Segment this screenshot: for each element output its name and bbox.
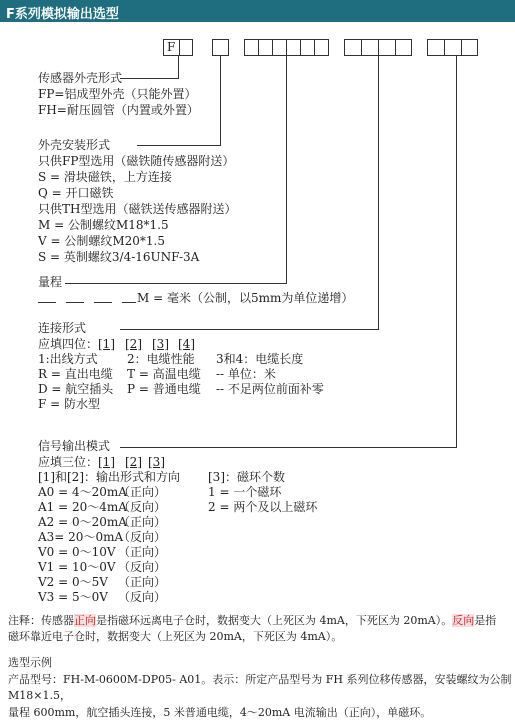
note-highlight-reverse: 反向 (452, 614, 475, 627)
code-box-cell (379, 40, 396, 55)
section-header (0, 0, 515, 22)
code-box-cell (301, 40, 315, 55)
code-box-cell (362, 40, 379, 55)
connection-slot: [3] (152, 337, 169, 351)
signal-title: 信号输出模式 (38, 439, 111, 453)
signal-slot: [2] (125, 455, 142, 469)
connection-cell: R = 直出电缆 (38, 367, 113, 381)
connector-mounting-v (220, 56, 221, 145)
range-digit-blank (66, 302, 84, 303)
note-label: 注释 (8, 614, 30, 627)
code-box-cell (273, 40, 287, 55)
example-title: 选型示例 (8, 656, 52, 669)
range-digit-blank (122, 302, 136, 303)
signal-mode-code: A2 = 0～20mA (38, 515, 127, 529)
connector-housing-h (120, 78, 179, 79)
mounting-title: 外壳安装形式 (38, 138, 111, 152)
connector-signal-h (120, 447, 457, 448)
signal-mode-dir: （反向） (118, 560, 167, 574)
code-box-cell (345, 40, 362, 55)
signal-mode-dir: （反向） (118, 500, 167, 514)
signal-mode-code: V0 = 0～10V (38, 545, 116, 559)
example-line: M18×1.5， (8, 689, 71, 702)
mounting-line: Q = 开口磁铁 (38, 186, 114, 200)
signal-right-line: 2 = 两个及以上磁环 (208, 500, 318, 514)
connector-signal-v (456, 56, 457, 447)
connection-slot: [4] (178, 337, 195, 351)
range-digit-blank (38, 302, 56, 303)
mounting-line: S = 滑块磁铁，上方连接 (38, 170, 172, 184)
signal-mode-code: A0 = 4～20mA (38, 485, 127, 499)
signal-mode-code: V2 = 0～5V (38, 575, 108, 589)
connection-slot: [1] (98, 337, 115, 351)
connector-housing-v (178, 56, 179, 78)
note-line-2: 磁环靠近电子仓时，数据变大（上死区为 20mA，下死区为 4mA）。 (8, 630, 343, 643)
mounting-line: M = 公制螺纹M18*1.5 (38, 218, 169, 232)
connection-cell: 1:出线方式 (38, 352, 98, 366)
code-box-letter: F (167, 40, 176, 54)
range-title: 量程 (38, 275, 63, 289)
note-text: ：传感器 (30, 614, 74, 627)
signal-right-line: 1 = 一个磁环 (208, 485, 282, 499)
code-box-cell (428, 40, 445, 55)
signal-mode-dir: （正向） (118, 575, 167, 589)
connection-cell: F = 防水型 (38, 397, 101, 411)
housing-line: FH=耐压圆管（内置或外置） (38, 103, 199, 117)
signal-left-head: [1]和[2]：输出形式和方向 (38, 470, 180, 484)
connection-fill-prefix: 应填四位： (38, 337, 99, 351)
note-text: 是指磁环远离电子仓时，数据变大（上死区为 4mA，下死区为 20mA）。 (96, 614, 453, 627)
example-line: 量程 600mm，航空插头连接，5 米普通电缆，4～20mA 电流输出（正向），单磁环。 (8, 706, 432, 719)
connection-cell: 2：电缆性能 (127, 352, 195, 366)
signal-mode-dir: （正向） (118, 485, 167, 499)
note-text: 是指 (474, 614, 497, 627)
connector-range-h (65, 283, 287, 284)
signal-slot: [1] (98, 455, 115, 469)
housing-line: FP=铝成型外壳（只能外置） (38, 87, 197, 101)
housing-title: 传感器外壳形式 (38, 71, 123, 85)
mounting-line: V = 公制螺纹M20*1.5 (38, 234, 165, 248)
code-box-cell (287, 40, 301, 55)
signal-mode-code: A1 = 20～4mA (38, 500, 127, 514)
connection-cell: P = 普通电缆 (127, 382, 201, 396)
mounting-line: S = 英制螺纹3/4-16UNF-3A (38, 250, 200, 264)
signal-fill-prefix: 应填三位： (38, 455, 99, 469)
code-box-cell (179, 40, 194, 55)
code-box-mounting (212, 39, 229, 56)
code-box-cell (245, 40, 259, 55)
connection-slot: [2] (125, 337, 142, 351)
signal-right-head: [3]：磁环个数 (208, 470, 285, 484)
mounting-line: 只供TH型选用（磁铁送传感器附送） (38, 202, 237, 216)
connection-cell: T = 高温电缆 (127, 367, 201, 381)
mounting-line: 只供FP型选用（磁铁随传感器附送） (38, 154, 235, 168)
range-unit: M = 毫米（公制，以5mm为单位递增） (137, 291, 354, 305)
code-box-signal (427, 39, 478, 56)
signal-mode-code: V1 = 10～0V (38, 560, 116, 574)
connection-cell: -- 不足两位前面补零 (216, 382, 324, 396)
code-box-range (244, 39, 329, 56)
connector-connection-v (378, 56, 379, 329)
code-box-cell (259, 40, 273, 55)
signal-mode-dir: （正向） (118, 545, 167, 559)
connector-mounting-h (137, 145, 221, 146)
note-highlight-forward: 正向 (74, 614, 96, 627)
range-digit-blank (94, 302, 112, 303)
connection-title: 连接形式 (38, 321, 87, 335)
signal-mode-dir: （反向） (118, 530, 167, 544)
connection-cell: 3和4：电缆长度 (216, 352, 304, 366)
signal-mode-dir: （正向） (118, 515, 167, 529)
signal-mode-code: A3= 20～0mA (38, 530, 124, 544)
note-line-1 (8, 613, 496, 628)
connection-cell: D = 航空插头 (38, 382, 114, 396)
signal-slot: [3] (148, 455, 165, 469)
code-box-connection (344, 39, 412, 56)
example-line: 产品型号：FH-M-0600M-DP05- A01。表示：所定产品型号为 FH 系列位移传感器，安装螺纹为公制 (8, 673, 512, 686)
signal-mode-dir: （反向） (118, 590, 167, 604)
connector-range-v (286, 56, 287, 283)
connection-cell: -- 单位：米 (216, 367, 276, 381)
code-box-cell (445, 40, 462, 55)
connector-connection-h (120, 329, 379, 330)
signal-mode-code: V3 = 5～0V (38, 590, 108, 604)
code-box-housing (163, 39, 193, 56)
section-title: F系列模拟输出选型 (6, 7, 119, 22)
